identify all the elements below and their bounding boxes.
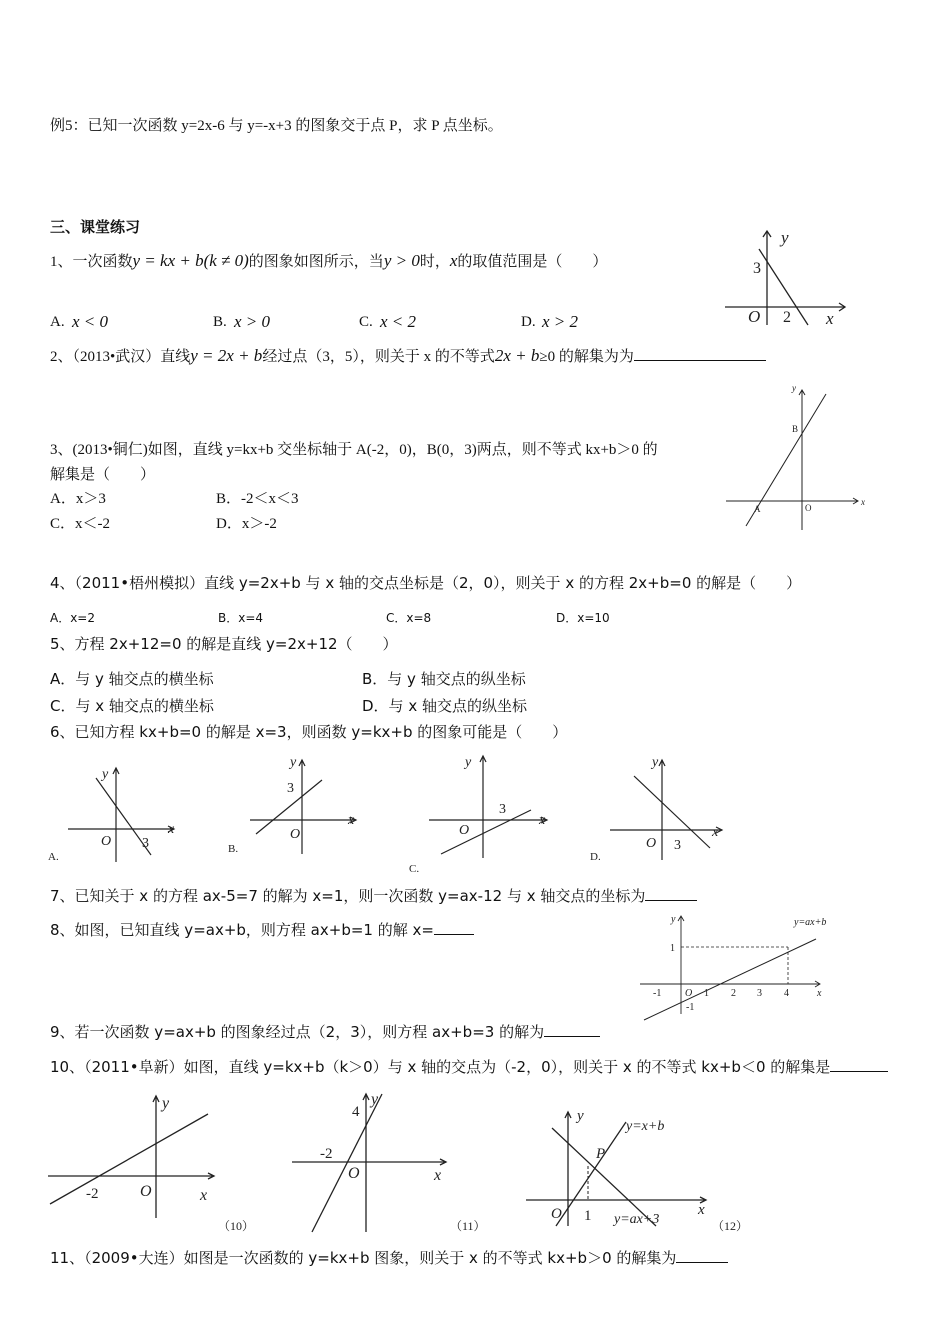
g10-neg-two: -2 [86,1186,99,1202]
q6-graph-d [588,750,738,865]
q3-option-b: B．-2＜x＜3 [216,491,299,507]
question-2 [50,346,766,366]
g11-graph-line [312,1094,382,1232]
q9-answer-blank[interactable] [544,1022,600,1037]
q8-text: 8、如图，已知直线 y=ax+b，则方程 ax+b=1 的解 x= [50,921,434,939]
q6-graph-b [226,750,376,860]
question-5: 5、方程 2x+12=0 的解是直线 y=2x+12（ ） [50,635,398,653]
q1-option-d: x > 2 [542,312,579,331]
g12-eq-ax-plus-3: y=ax+3 [614,1212,660,1227]
example-5: 例5：已知一次函数 y=2x-6 与 y=-x+3 的图象交于点 P，求 P 点坐标。 [50,118,503,134]
q7-text: 7、已知关于 x 的方程 ax-5=7 的解为 x=1，则一次函数 y=ax-12 与 x 轴交点的坐标为 [50,887,646,905]
q6a-y-label: y [102,767,109,782]
q1-graph-y-label: y [781,228,789,247]
question-9 [50,1022,600,1041]
q2-mid: 经过点（3，5），则关于 x 的不等式 [262,349,495,365]
question-11 [50,1248,728,1267]
q6c-y-label: y [465,755,472,770]
section-heading: 三、课堂练习 [50,218,141,236]
q1-mid: 的图象如图所示，当 [248,254,384,270]
q2-post: ≥0 的解集为为 [539,349,634,365]
q6b-three: 3 [287,781,294,796]
g12-point-p: P [596,1146,606,1162]
q1-graph-three: 3 [753,260,761,277]
q7-answer-blank[interactable] [645,886,697,901]
q2-answer-blank[interactable] [634,346,766,361]
q11-text: 11、（2009•大连）如图是一次函数的 y=kx+b 图象，则关于 x 的不等式 kx+b＞0 的解集为 [50,1249,677,1267]
q8-tick-y-neg1: -1 [686,1002,695,1013]
q6b-y-label: y [290,755,297,770]
q1-graph [715,225,855,330]
q4-option-a: A．x=2 [50,611,96,625]
q1-graph-origin: O [748,307,761,326]
q6d-three: 3 [674,838,681,853]
q6a-x-label: x [168,822,175,837]
q3-line-2: 解集是（ ） [50,467,156,483]
q4-option-b: B．x=4 [218,611,264,625]
q2-formula: y = 2x + b [190,346,263,365]
graph-10 [44,1090,269,1240]
q1-option-c: x < 2 [380,312,417,331]
q3-option-d: D．x＞-2 [216,516,277,532]
q1-option-c-label: C. [359,314,373,330]
g11-four: 4 [352,1104,360,1120]
q6d-y-label: y [652,755,659,770]
q9-text: 9、若一次函数 y=ax+b 的图象经过点（2，3），则方程 ax+b=3 的解为 [50,1023,545,1041]
q1-condition: y > 0 [383,251,420,270]
g12-y-label: y [577,1108,584,1124]
q5-option-a: A．与 y 轴交点的横坐标 [50,670,214,688]
g12-x-label: x [698,1202,705,1218]
q2-formula-2: 2x + b [494,346,540,365]
q5-option-d: D．与 x 轴交点的纵坐标 [362,697,527,715]
q10-answer-blank[interactable] [830,1057,888,1072]
question-1 [50,252,607,271]
q6-option-a-label: A. [48,851,59,863]
g10-x-label: x [200,1187,208,1204]
q4-option-d: D．x=10 [556,611,610,625]
q6b-origin: O [290,827,301,842]
q8-graph [636,910,841,1025]
q6-option-c-label: C. [409,863,420,875]
question-10 [50,1057,888,1076]
g10-origin: O [140,1183,152,1200]
graph-12 [520,1106,780,1236]
question-6: 6、已知方程 kx+b=0 的解是 x=3，则函数 y=kx+b 的图象可能是（ ） [50,723,568,741]
q8-answer-blank[interactable] [434,920,474,935]
q4-option-c: C．x=8 [386,611,432,625]
g11-neg-two: -2 [320,1146,333,1162]
q3-graph-y-label: y [792,383,796,393]
q1-graph-two: 2 [783,309,791,326]
q11-answer-blank[interactable] [676,1248,728,1263]
question-7 [50,886,697,905]
q8-tick-x-2: 2 [731,988,736,999]
q5-option-b: B．与 y 轴交点的纵坐标 [362,670,526,688]
q1-variable: x [449,251,458,270]
q6-option-b-label: B. [228,843,239,855]
q1-option-b-label: B. [213,314,227,330]
q1-post: 的取值范围是（ ） [457,254,608,270]
q1-mid2: 时， [419,254,450,270]
q3-option-a: A．x＞3 [50,491,106,507]
q6a-three: 3 [142,836,149,851]
q1-prefix: 1、一次函数 [50,254,133,270]
q6a-origin: O [101,834,112,849]
g12-caption: （12） [712,1219,749,1233]
q6-graph-c [407,750,557,880]
question-4: 4、（2011•梧州模拟）直线 y=2x+b 与 x 轴的交点坐标是（2，0），则关于 x 的方程 2x+b=0 的解是（ ） [50,574,802,592]
q3-graph [722,378,872,533]
q6c-three: 3 [499,802,506,817]
q6b-x-label: x [348,813,355,828]
q2-prefix: 2、（2013•武汉）直线 [50,349,191,365]
q3-graph-origin: O [805,503,812,513]
q6-option-d-label: D. [590,851,601,863]
g11-y-label: y [371,1091,379,1108]
q8-x-label: x [817,988,822,999]
g12-one: 1 [584,1208,592,1224]
q1-option-a: x < 0 [72,312,109,331]
graph-11 [288,1088,498,1238]
g10-caption: （10） [218,1219,255,1233]
q6d-origin: O [646,836,657,851]
q6c-origin: O [459,823,470,838]
q8-tick-y-1: 1 [670,943,675,954]
q8-origin: O [685,988,693,999]
q6-graph-a [46,760,186,870]
g10-y-label: y [162,1095,170,1112]
q8-y-label: y [671,914,676,925]
q10-text: 10、（2011•阜新）如图，直线 y=kx+b（k＞0）与 x 轴的交点为（-2，0），则关于 x 的不等式 kx+b＜0 的解集是 [50,1058,831,1076]
g12-eq-x-plus-b: y=x+b [626,1119,665,1134]
q8-tick-x-4: 4 [784,988,789,999]
q1-option-a-label: A. [50,314,65,330]
q3-option-c: C．x＜-2 [50,516,111,532]
g11-x-label: x [434,1167,442,1184]
g10-graph-line [50,1114,208,1204]
q8-tick-x-3: 3 [757,988,762,999]
q6c-x-label: x [539,813,546,828]
q3-graph-b-label: B [792,424,799,434]
q1-formula: y = kx + b(k ≠ 0) [132,251,249,270]
q3-graph-a-label: A [754,504,761,514]
q3-line-1: 3、(2013•铜仁)如图，直线 y=kx+b 交坐标轴于 A(-2，0)，B(0，3)两点，则不等式 kx+b＞0 的 [50,442,658,458]
g12-origin: O [551,1206,562,1222]
q6c-graph-line [441,810,531,854]
q1-option-b: x > 0 [234,312,271,331]
q1-graph-x-label: x [826,309,834,328]
g11-origin: O [348,1165,360,1182]
question-8 [50,920,474,939]
q3-graph-x-label: x [861,497,865,507]
q8-tick-x-1: 1 [704,988,709,999]
g11-caption: （11） [450,1219,486,1233]
q6d-x-label: x [712,825,719,840]
q8-tick-x-neg1: -1 [653,988,662,999]
q5-option-c: C．与 x 轴交点的横坐标 [50,697,214,715]
q8-line-equation: y=ax+b [794,917,827,928]
q1-option-d-label: D. [521,314,536,330]
